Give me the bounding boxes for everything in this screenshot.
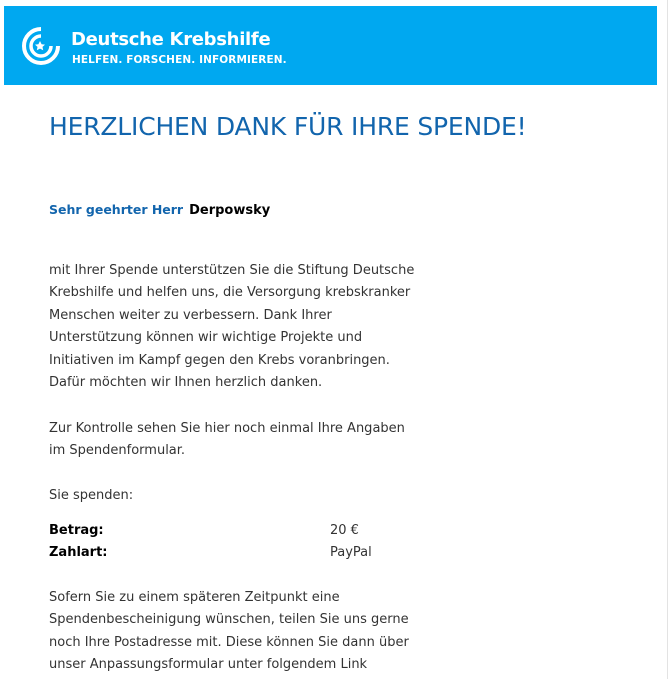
page-title: HERZLICHEN DANK FÜR IHRE SPENDE! xyxy=(49,112,527,141)
brand-header xyxy=(4,6,657,85)
review-paragraph: Zur Kontrolle sehen Sie hier noch einmal Ihre Angaben im Spendenformular. xyxy=(49,421,405,459)
donation-intro: Sie spenden: xyxy=(49,488,134,503)
thank-you-paragraph: mit Ihrer Spende unterstützen Sie die Stiftung Deutsche Krebshilfe und helfen uns, die Versorgung krebskranker Menschen weiter zu verbessern. Dank Ihrer Unterstützung können wir wichtige Projekte und Initiativen im Kampf gegen den Krebs voranbringen. Dafür möchten wir Ihnen herzlich danken. xyxy=(49,263,415,391)
payment-method-label: Zahlart: xyxy=(49,545,108,560)
amount-label: Betrag: xyxy=(49,523,104,538)
payment-method-value: PayPal xyxy=(330,545,372,560)
brand-tagline: HELFEN. FORSCHEN. INFORMIEREN. xyxy=(72,54,287,66)
receipt-paragraph: Sofern Sie zu einem späteren Zeitpunkt eine Spendenbescheinigung wünschen, teilen Sie uns gerne noch Ihre Postadresse mit. Diese können Sie dann über unser Anpassungsformular unter folgendem Link xyxy=(49,590,409,673)
brand-name: Deutsche Krebshilfe xyxy=(71,29,271,50)
krebshilfe-logo-icon xyxy=(22,27,60,65)
amount-value: 20 € xyxy=(330,523,359,538)
recipient-name: Derpowsky xyxy=(189,203,271,218)
salutation xyxy=(49,199,270,218)
salutation-label: Sehr geehrter Herr xyxy=(49,202,184,217)
